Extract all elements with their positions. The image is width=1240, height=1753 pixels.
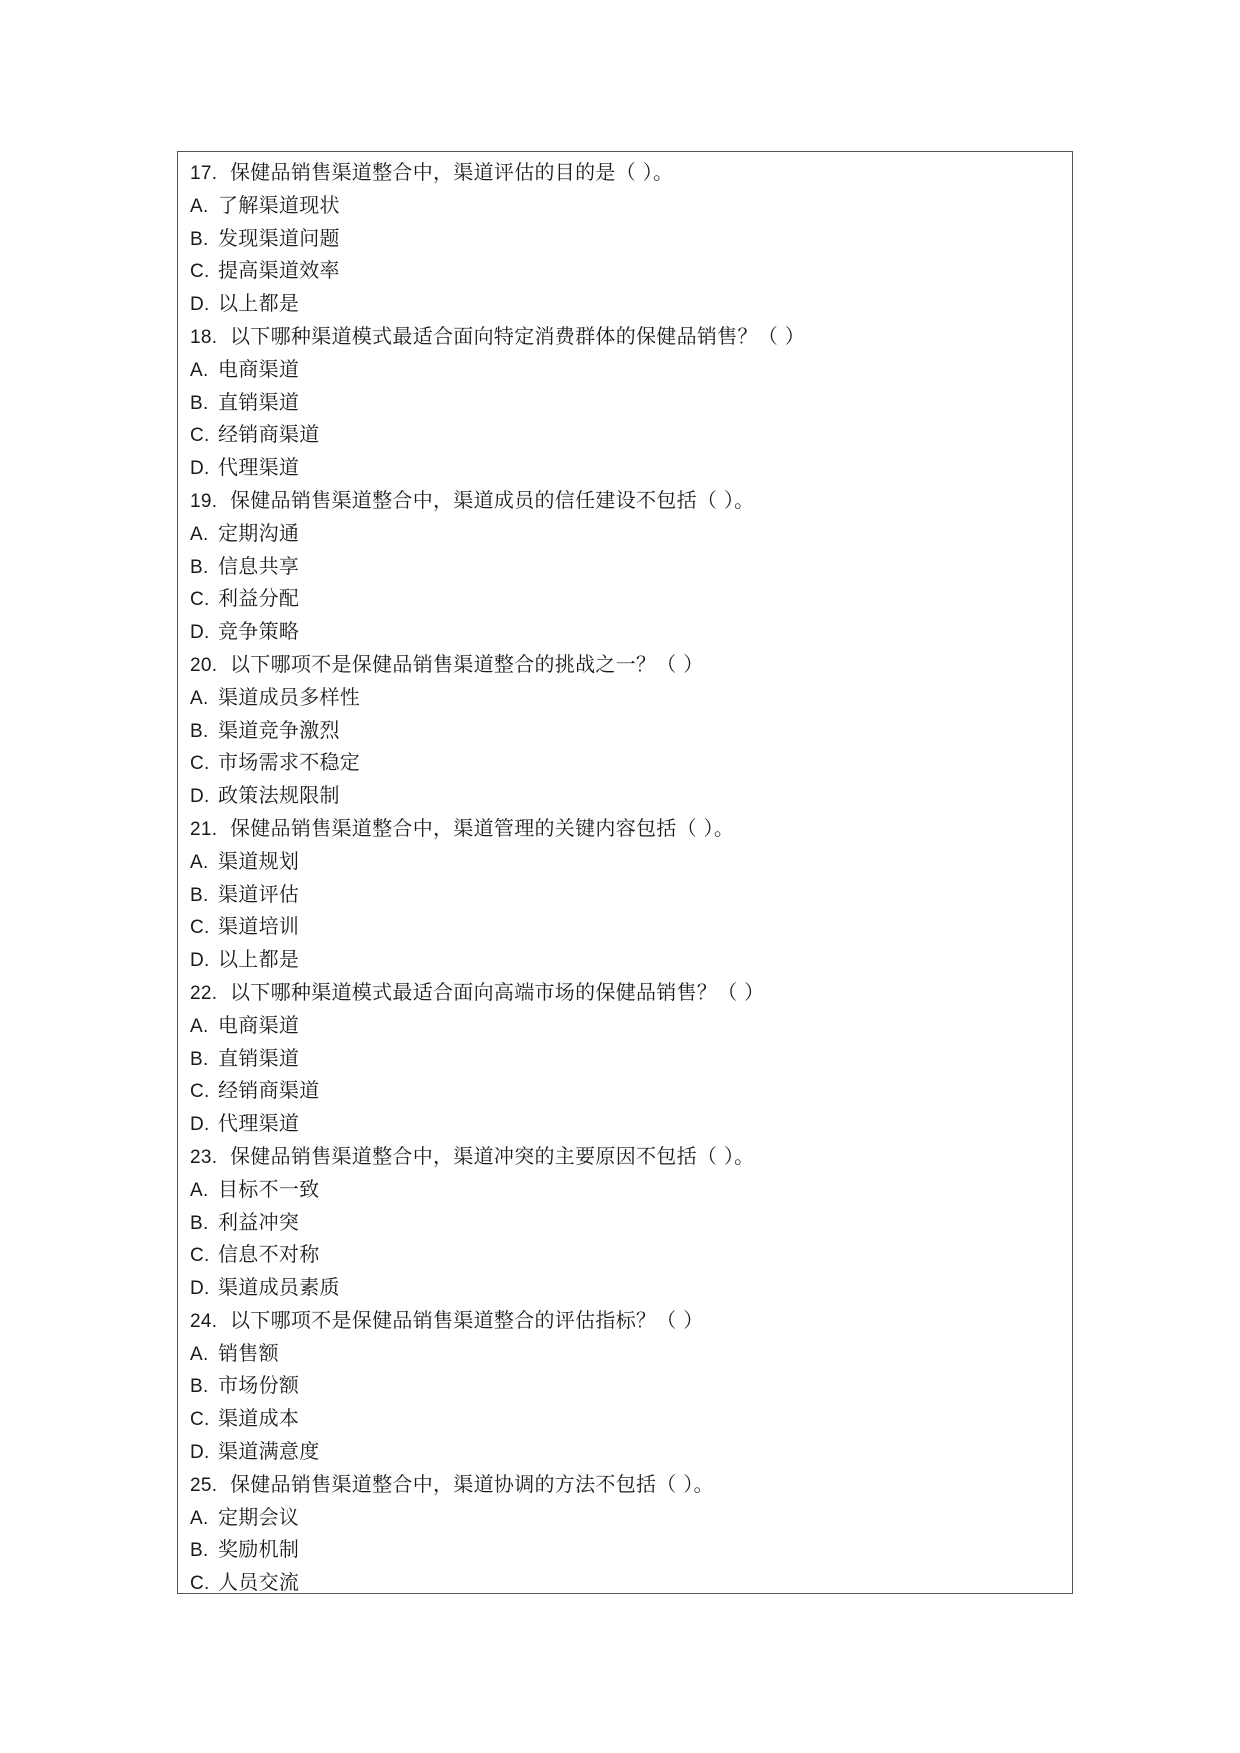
option-17-a [190,189,1072,222]
question-number: 22. [190,982,218,1004]
option-18-d [190,451,1072,484]
option-21-d [190,943,1072,976]
option-text: 信息共享 [218,553,300,578]
option-23-d [190,1271,1072,1304]
option-24-d [190,1435,1072,1468]
option-text: 渠道成员素质 [218,1275,340,1300]
question-23 [190,1140,1072,1173]
option-17-b [190,222,1072,255]
option-letter: D. [190,1114,210,1136]
question-text: 以下哪项不是保健品销售渠道整合的评估指标？（ ） [230,1307,704,1332]
option-text: 销售额 [218,1340,279,1365]
option-letter: C. [190,261,210,283]
question-18 [190,320,1072,353]
option-text: 提高渠道效率 [218,258,340,283]
option-19-c [190,582,1072,615]
option-text: 市场份额 [218,1373,300,1398]
option-23-c [190,1238,1072,1271]
question-number: 20. [190,654,218,676]
question-text: 保健品销售渠道整合中，渠道协调的方法不包括（ ）。 [230,1471,714,1496]
option-text: 代理渠道 [218,1111,300,1136]
option-text: 定期会议 [218,1504,300,1529]
option-letter: B. [190,228,209,250]
option-letter: C. [190,753,210,775]
option-letter: A. [190,851,209,873]
option-letter: B. [190,884,209,906]
option-letter: D. [190,1278,210,1300]
question-text: 以下哪项不是保健品销售渠道整合的挑战之一？（ ） [230,651,704,676]
option-letter: D. [190,1442,210,1464]
option-19-d [190,615,1072,648]
option-letter: A. [190,1179,209,1201]
option-text: 经销商渠道 [218,1078,320,1103]
question-22 [190,976,1072,1009]
option-text: 渠道竞争激烈 [218,717,340,742]
option-text: 政策法规限制 [218,783,340,808]
option-25-c [190,1566,1072,1594]
option-letter: B. [190,1048,209,1070]
option-text: 直销渠道 [218,1045,300,1070]
option-letter: C. [190,425,210,447]
option-22-c [190,1074,1072,1107]
question-17 [190,156,1072,189]
option-19-a [190,517,1072,550]
option-20-a [190,681,1072,714]
option-letter: D. [190,458,210,480]
question-number: 18. [190,326,218,348]
option-text: 利益冲突 [218,1209,300,1234]
option-21-a [190,845,1072,878]
option-letter: C. [190,1409,210,1431]
question-25 [190,1468,1072,1501]
option-letter: A. [190,523,209,545]
option-18-c [190,418,1072,451]
option-letter: A. [190,687,209,709]
question-number: 24. [190,1310,218,1332]
option-letter: C. [190,589,210,611]
option-text: 经销商渠道 [218,422,320,447]
question-text: 以下哪种渠道模式最适合面向高端市场的保健品销售？（ ） [230,979,765,1004]
option-text: 渠道培训 [218,914,300,939]
option-text: 渠道成本 [218,1406,300,1431]
option-21-c [190,910,1072,943]
option-letter: D. [190,786,210,808]
question-20 [190,648,1072,681]
option-letter: B. [190,556,209,578]
option-letter: B. [190,720,209,742]
option-text: 目标不一致 [218,1176,320,1201]
option-letter: A. [190,359,209,381]
option-20-c [190,746,1072,779]
question-box [177,151,1073,1594]
option-letter: C. [190,1573,210,1594]
option-letter: A. [190,1507,209,1529]
option-19-b [190,550,1072,583]
option-letter: A. [190,195,209,217]
option-24-c [190,1402,1072,1435]
option-text: 人员交流 [218,1570,300,1594]
option-text: 信息不对称 [218,1242,320,1267]
option-letter: D. [190,622,210,644]
option-letter: C. [190,1081,210,1103]
option-letter: B. [190,1376,209,1398]
question-text: 保健品销售渠道整合中，渠道评估的目的是（ ）。 [230,160,674,184]
option-letter: B. [190,392,209,414]
option-23-a [190,1173,1072,1206]
option-18-a [190,353,1072,386]
question-text: 保健品销售渠道整合中，渠道管理的关键内容包括（ ）。 [230,815,735,840]
question-text: 保健品销售渠道整合中，渠道成员的信任建设不包括（ ）。 [230,487,755,512]
option-text: 发现渠道问题 [218,225,340,250]
option-letter: B. [190,1212,209,1234]
option-text: 直销渠道 [218,389,300,414]
option-text: 以上都是 [218,947,300,972]
option-text: 渠道规划 [218,848,300,873]
question-text: 保健品销售渠道整合中，渠道冲突的主要原因不包括（ ）。 [230,1143,755,1168]
option-text: 了解渠道现状 [218,192,340,217]
option-letter: D. [190,294,210,316]
option-20-b [190,714,1072,747]
option-18-b [190,386,1072,419]
option-text: 奖励机制 [218,1537,300,1562]
option-text: 渠道满意度 [218,1439,320,1464]
question-24 [190,1304,1072,1337]
option-text: 渠道成员多样性 [218,684,361,709]
option-20-d [190,779,1072,812]
option-letter: D. [190,950,210,972]
option-text: 市场需求不稳定 [218,750,361,775]
option-letter: C. [190,1245,210,1267]
option-25-a [190,1501,1072,1534]
option-text: 电商渠道 [218,356,300,381]
option-text: 渠道评估 [218,881,300,906]
option-24-a [190,1337,1072,1370]
option-text: 代理渠道 [218,455,300,480]
question-number: 25. [190,1474,218,1496]
option-22-b [190,1042,1072,1075]
option-23-b [190,1206,1072,1239]
option-22-d [190,1107,1072,1140]
option-letter: A. [190,1015,209,1037]
option-24-b [190,1369,1072,1402]
question-number: 19. [190,490,218,512]
question-text: 以下哪种渠道模式最适合面向特定消费群体的保健品销售？（ ） [230,323,806,348]
option-letter: B. [190,1540,209,1562]
question-number: 21. [190,818,218,840]
option-text: 以上都是 [218,291,300,316]
option-25-b [190,1533,1072,1566]
question-21 [190,812,1072,845]
option-letter: C. [190,917,210,939]
question-19 [190,484,1072,517]
option-text: 电商渠道 [218,1012,300,1037]
option-21-b [190,878,1072,911]
option-22-a [190,1009,1072,1042]
option-17-d [190,287,1072,320]
question-number: 23. [190,1146,218,1168]
option-text: 定期沟通 [218,520,300,545]
question-number: 17. [190,163,218,184]
option-text: 利益分配 [218,586,300,611]
option-text: 竞争策略 [218,619,300,644]
option-17-c [190,254,1072,287]
option-letter: A. [190,1343,209,1365]
